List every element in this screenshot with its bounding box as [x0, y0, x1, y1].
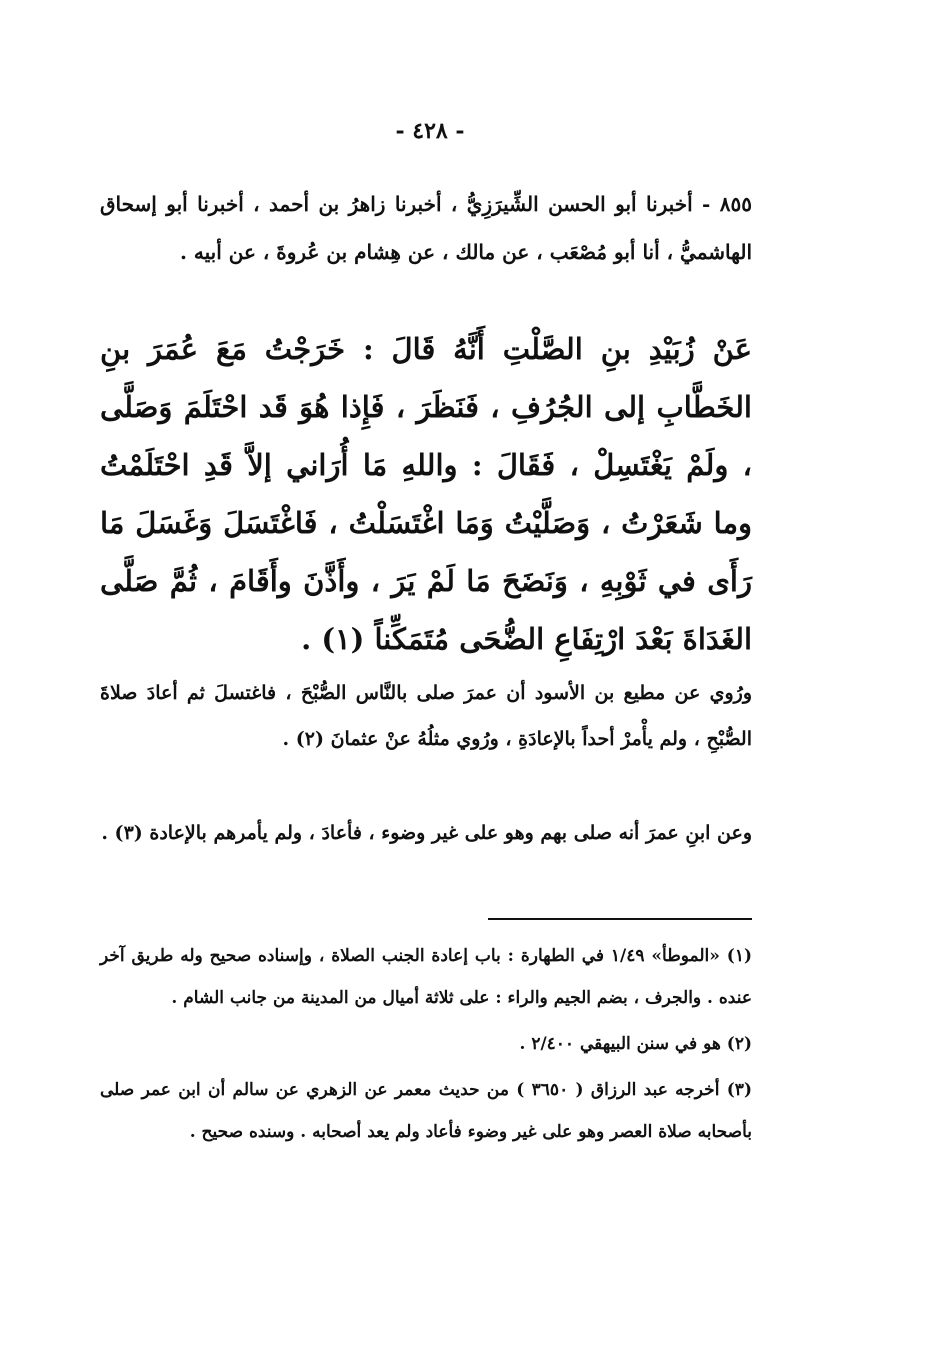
- hadith-isnad: ٨٥٥ - أخبرنا أبو الحسن الشِّيرَزِيُّ ، أخبرنا زاهرُ بن أحمد ، أخبرنا أبو إسحاق الهاشميُّ ، أنا أبو مُصْعَب ، عن مالك ، عن هِشام بن عُروةَ ، عن أبيه .: [100, 192, 752, 264]
- hadith-text: عَنْ زُبَيْدِ بنِ الصَّلْتِ أَنَّهُ قَالَ : خَرَجْتُ مَعَ عُمَرَ بنِ الخَطَّابِ إلى الجُرُفِ ، فَنَظَرَ ، فَإِذا هُوَ قَد احْتَلَمَ وَصَلَّى ، ولَمْ يَغْتَسِلْ ، فَقَالَ : واللهِ مَا أُرَاني إلاَّ قَدِ احْتَلَمْتُ وما شَعَرْتُ ، وَصَلَّيْتُ وَمَا اغْتَسَلْتُ ، فَاغْتَسَلَ وَغَسَلَ مَا رَأَى في ثَوْبِهِ ، وَنَضَحَ مَا لَمْ يَرَ ، وأَذَّنَ وأَقَامَ ، ثُمَّ صَلَّى الغَدَاةَ بَعْدَ ارْتِفَاعِ الضُّحَى مُتَمَكِّناً (١) .: [100, 332, 752, 656]
- footnote-1: (١) «الموطأ» ١/٤٩ في الطهارة : باب إعادة الجنب الصلاة ، وإسناده صحيح وله طريق آخر عنده . والجرف ، بضم الجيم والراء : على ثلاثة أميال من المدينة من جانب الشام .: [100, 946, 752, 1008]
- page-number: - ٤٢٨ -: [395, 118, 465, 144]
- narration-note-1: ورُوي عن مطيع بن الأسود أن عمرَ صلى بالنَّاس الصُّبْحَ ، فاغتسلَ ثم أعادَ صلاةَ الصُّبْحِ ، ولم يأْمرْ أحداً بالإعادَةِ ، ورُوي مثلُهُ عنْ عثمانَ (٢) .: [100, 682, 752, 750]
- footnotes-section: [100, 935, 752, 1157]
- footnote-divider: [488, 918, 752, 920]
- footnote-3: (٣) أخرجه عبد الرزاق ( ٣٦٥٠ ) من حديث معمر عن الزهري عن سالم أن ابن عمر صلى بأصحابه صلاة العصر وهو على غير وضوء فأعاد ولم يعد أصحابه . وسنده صحيح .: [100, 1080, 752, 1142]
- narration-note-2: وعن ابنِ عمرَ أنه صلى بهم وهو على غير وضوء ، فأعادَ ، ولم يأمرهم بالإعادة (٣) .: [101, 822, 752, 844]
- footnote-2: (٢) هو في سنن البيهقي ٢/٤٠٠ .: [519, 1034, 752, 1054]
